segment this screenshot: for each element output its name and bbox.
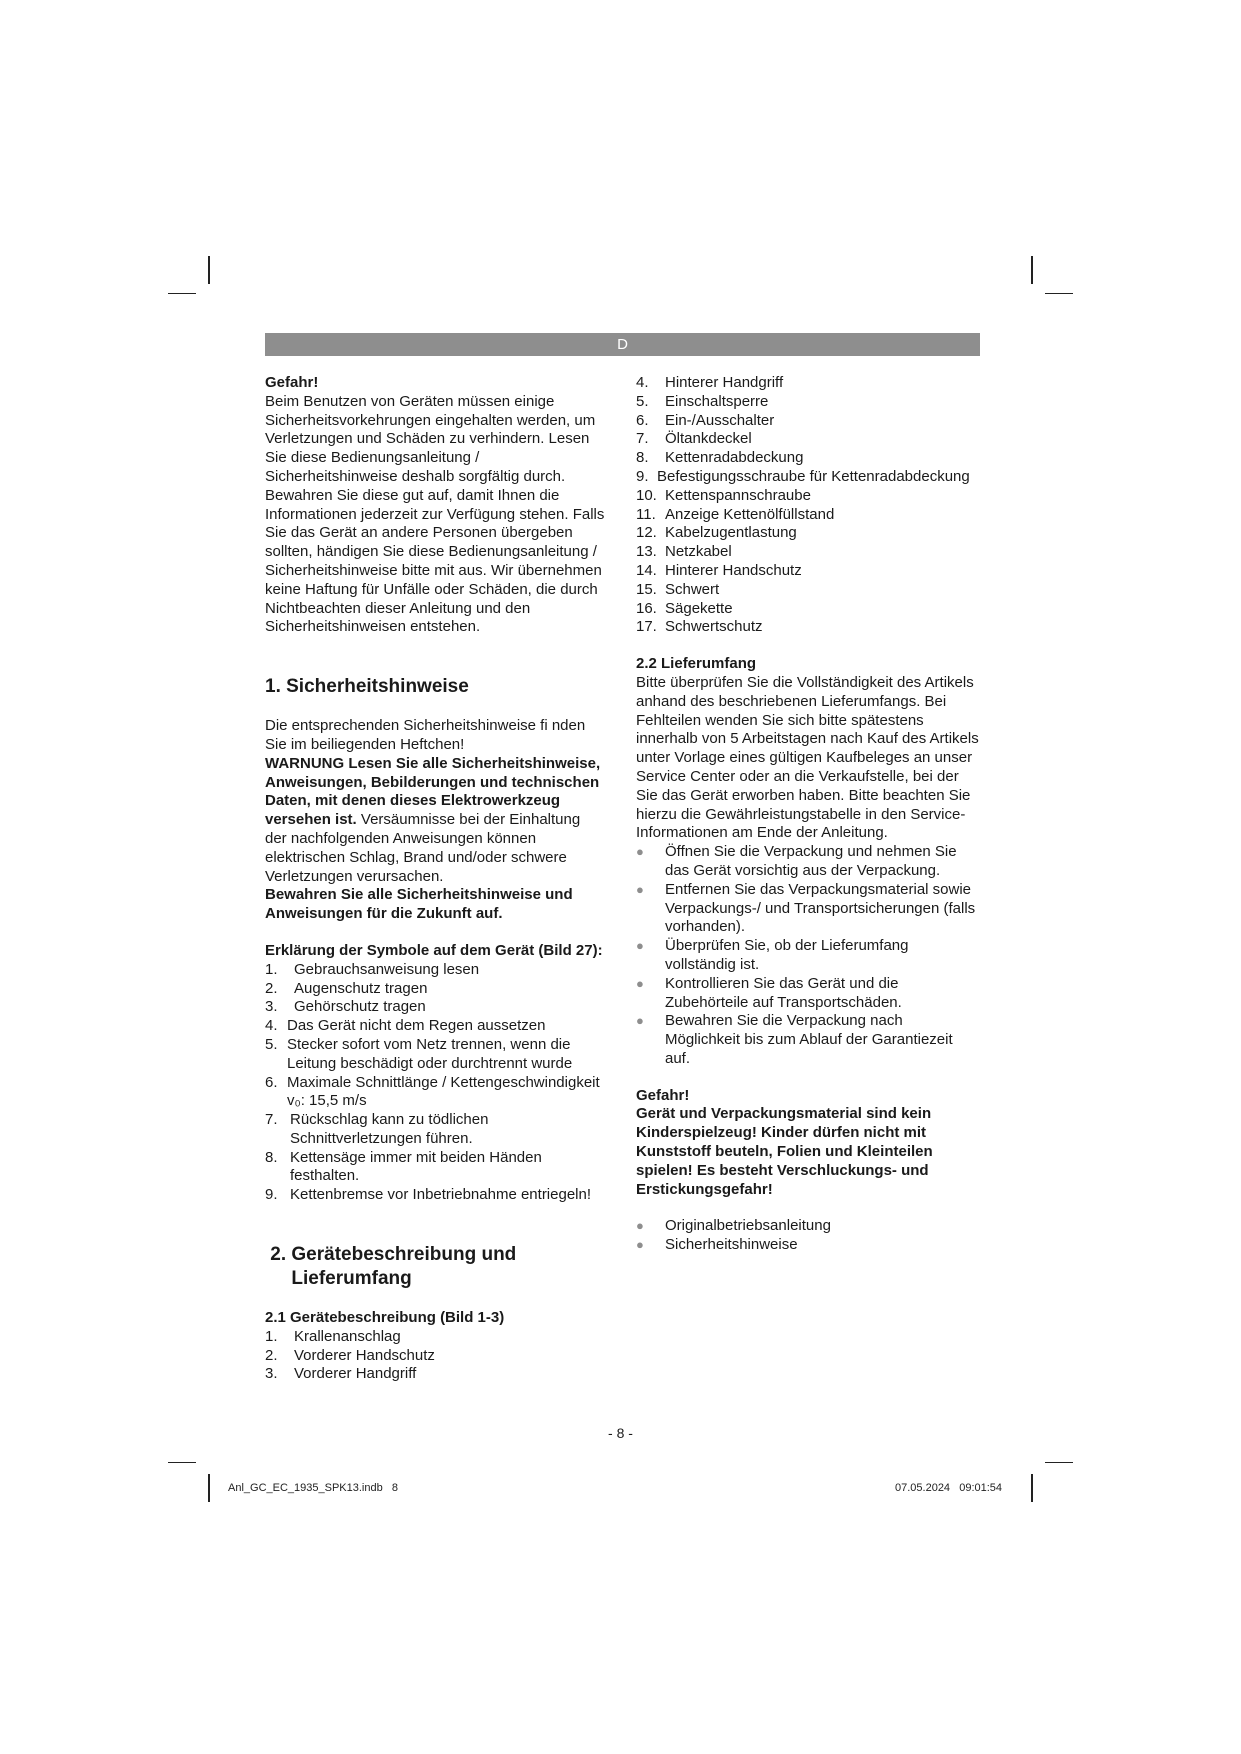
danger-title: Gefahr!: [265, 374, 319, 391]
bullet-icon: ●: [636, 975, 644, 991]
list-item: 1. Krallenanschlag: [265, 1327, 401, 1345]
parts-list-first: [265, 1328, 605, 1384]
symbols-title: Erklärung der Symbole auf dem Gerät (Bild 27):: [265, 941, 603, 959]
footer-file-name: Anl_GC_EC_1935_SPK13.indb 8: [228, 1482, 399, 1494]
danger-2-title: Gefahr!: [636, 1086, 690, 1104]
crop-mark-top-left-h: [168, 293, 196, 294]
danger-2-text: Gerät und Verpackungsmaterial sind kein Kinderspielzeug! Kinder dürfen nicht mit Kunststoff beuteln, Folien und Kleinteilen spielen! Es besteht Verschluckungs- und Erstickungsgefahr!: [636, 1105, 933, 1198]
list-item: 6. Maximale Schnittlänge / Kettengeschwindigkeit v₀: 15,5 m/s: [265, 1073, 600, 1110]
bullet-icon: ●: [636, 1013, 644, 1029]
right-column: [636, 374, 981, 1255]
parts-list-rest: [636, 374, 981, 637]
danger-text: Beim Benutzen von Geräten müssen einige Sicherheitsvorkehrungen eingehalten werden, um Verletzungen und Schäden zu verhindern. Lesen Sie diese Bedienungsanleitung / Sicherheitshinweise deshalb sorgfältig durch. Bewahren Sie diese gut auf, damit Ihnen die Informationen jederzeit zur Verfügung stehen. Falls Sie das Gerät an andere Personen übergeben sollten, händigen Sie diese Bedienungsanleitung / Sicherheitshinweise bitte mit aus. Wir übernehmen keine Haftung für Unfälle oder Schäden, die durch Nichtbeachten dieser Anleitung und den Sicherheitshinweisen entstehen.: [265, 392, 605, 636]
list-item: 17. Schwertschutz: [636, 618, 763, 636]
list-item: 15. Schwert: [636, 580, 720, 598]
footer-datetime: 07.05.2024 09:01:54: [895, 1482, 1003, 1494]
list-item: ● Originalbetriebsanleitung: [636, 1217, 831, 1235]
list-item: 8. Kettensäge immer mit beiden Händen festhalten.: [265, 1148, 542, 1185]
crop-mark-bottom-right-v: [1031, 1474, 1033, 1502]
crop-mark-top-right-v: [1031, 256, 1033, 284]
list-item: 7. Rückschlag kann zu tödlichen Schnittverletzungen führen.: [265, 1111, 489, 1147]
list-item: ● Kontrollieren Sie das Gerät und die Zubehörteile auf Transportschäden.: [636, 974, 902, 1011]
symbols-list: [265, 961, 605, 1205]
section-2-1-title: 2.1 Gerätebeschreibung (Bild 1-3): [265, 1309, 505, 1327]
crop-mark-top-left-v: [208, 256, 210, 284]
list-item: 11. Anzeige Kettenölfüllstand: [636, 505, 835, 523]
list-item: ● Öffnen Sie die Verpackung und nehmen Sie das Gerät vorsichtig aus der Verpackung.: [636, 843, 957, 879]
section-1-intro: Die entsprechenden Sicherheitshinweise fi nden Sie im beiliegenden Heftchen!: [265, 717, 586, 753]
bullet-icon: ●: [636, 938, 644, 954]
crop-mark-top-right-h: [1045, 293, 1073, 294]
section-1-title: 1. Sicherheitshinweise: [265, 676, 469, 698]
unpacking-steps: [636, 843, 981, 1069]
warning-text: Versäumnisse bei der Einhaltung der nachfolgenden Anweisungen können elektrischen Schlag, Brand und/oder schwere Verletzungen verursachen.: [265, 811, 581, 885]
list-item: 13. Netzkabel: [636, 543, 732, 561]
warning-paragraph: [265, 755, 605, 887]
page-number: - 8 -: [608, 1425, 633, 1441]
left-column: [265, 374, 605, 1384]
section-2-2-text: Bitte überprüfen Sie die Vollständigkeit des Artikels anhand des beschriebenen Lieferumfangs. Bei Fehlteilen wenden Sie sich bitte spätestens innerhalb von 5 Arbeitstagen nach Kauf des Artikels unter Vorlage eines gültigen Kaufbeleges an unser Service Center oder an die Verkaufstelle, bei der Sie das Gerät erworben haben. Bitte beachten Sie hierzu die Gewährleistungstabelle in den Service-Informationen am Ende der Anleitung.: [636, 673, 979, 842]
list-item: 4. Das Gerät nicht dem Regen aussetzen: [265, 1017, 546, 1035]
list-item: 10. Kettenspannschraube: [636, 486, 811, 504]
list-item: 6. Ein-/Ausschalter: [636, 411, 775, 429]
list-item: 3. Gehörschutz tragen: [265, 998, 426, 1016]
list-item: 14. Hinterer Handschutz: [636, 561, 802, 579]
list-item: 2. Vorderer Handschutz: [265, 1346, 435, 1364]
bullet-icon: ●: [636, 844, 644, 860]
crop-mark-bottom-left-h: [168, 1462, 196, 1463]
list-item: 1. Gebrauchsanweisung lesen: [265, 960, 480, 978]
bullet-icon: ●: [636, 1237, 644, 1253]
list-item: ● Überprüfen Sie, ob der Lieferumfang vollständig ist.: [636, 937, 909, 973]
keep-instructions: Bewahren Sie alle Sicherheitshinweise und Anweisungen für die Zukunft auf.: [265, 886, 573, 923]
list-item: 3. Vorderer Handgriff: [265, 1365, 417, 1383]
list-item: 12. Kabelzugentlastung: [636, 524, 797, 542]
language-header-bar: D: [265, 333, 980, 356]
list-item: 4. Hinterer Handgriff: [636, 374, 784, 391]
list-item: ● Entfernen Sie das Verpackungsmaterial sowie Verpackungs-/ und Transportsicherungen (falls vorhanden).: [636, 880, 976, 936]
list-item: 8. Kettenradabdeckung: [636, 449, 804, 467]
list-item: 5. Stecker sofort vom Netz trennen, wenn die Leitung beschädigt oder durchtrennt wurde: [265, 1035, 573, 1072]
scope-list: [636, 1217, 981, 1255]
list-item: ● Bewahren Sie die Verpackung nach Möglichkeit bis zum Ablauf der Garantiezeit auf.: [636, 1012, 953, 1067]
list-item: 9. Befestigungsschraube für Kettenradabdeckung: [636, 467, 970, 485]
section-2-title: 2. Gerätebeschreibung und Lieferumfang: [265, 1244, 517, 1290]
list-item: 5. Einschaltsperre: [636, 392, 769, 410]
list-item: 9. Kettenbremse vor Inbetriebnahme entriegeln!: [265, 1186, 592, 1204]
bullet-icon: ●: [636, 1218, 644, 1234]
list-item: ● Sicherheitshinweise: [636, 1236, 798, 1254]
bullet-icon: ●: [636, 881, 644, 897]
list-item: 16. Sägekette: [636, 599, 733, 617]
warning-bold: WARNUNG Lesen Sie alle Sicherheitshinweise, Anweisungen, Bebilderungen und technischen Daten, mit denen dieses Elektrowerkzeug versehen ist.: [265, 754, 601, 829]
section-2-2-title: 2.2 Lieferumfang: [636, 655, 757, 673]
crop-mark-bottom-left-v: [208, 1474, 210, 1502]
list-item: 2. Augenschutz tragen: [265, 979, 428, 997]
crop-mark-bottom-right-h: [1045, 1462, 1073, 1463]
list-item: 7. Öltankdeckel: [636, 430, 752, 448]
